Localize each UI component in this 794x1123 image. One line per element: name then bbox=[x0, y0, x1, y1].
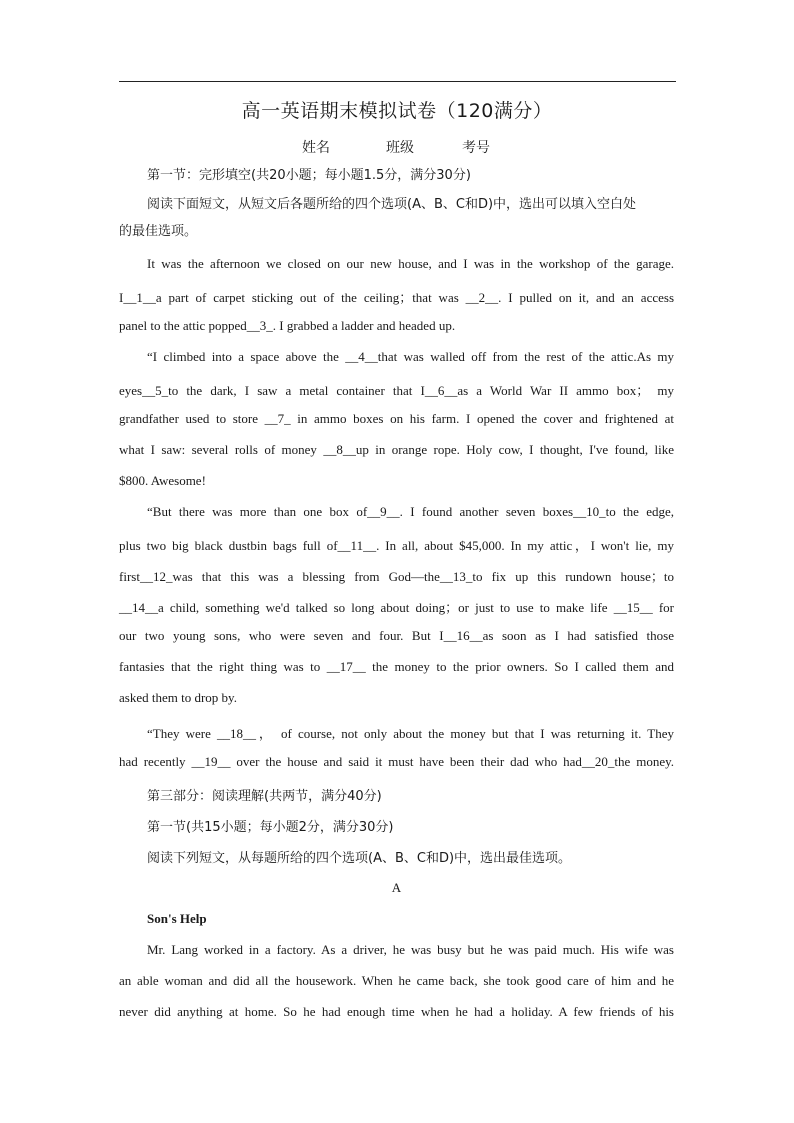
header-rule bbox=[119, 81, 676, 82]
cloze-line: grandfather used to store __7_ in ammo boxes on his farm. I opened the cover and frightened at bbox=[119, 411, 674, 426]
cloze-line: asked them to drop by. bbox=[119, 690, 237, 705]
exam-number-label: 考号 bbox=[462, 140, 490, 156]
passage-line: Mr. Lang worked in a factory. As a driver, he was busy but he was paid much. His wife was bbox=[147, 942, 674, 957]
cloze-line: panel to the attic popped__3_. I grabbed a ladder and headed up. bbox=[119, 318, 456, 333]
cloze-line: plus two big black dustbin bags full of__11__. In all, about $45,000. In my attic，I won't lie, my bbox=[119, 538, 674, 553]
cloze-line: “I climbed into a space above the __4__that was walled off from the rest of the attic.As my bbox=[147, 349, 674, 364]
cloze-line: __14__a child, something we'd talked so long about doing；or just to use to make life __15__ for bbox=[119, 600, 674, 615]
cloze-line: first__12_was that this was a blessing from God—the__13_to fix up this rundown house；to bbox=[119, 569, 674, 584]
part3-section-heading: 第一节(共15小题；每小题2分，满分30分) bbox=[147, 820, 394, 835]
cloze-line: It was the afternoon we closed on our new house, and I was in the workshop of the garage. bbox=[147, 256, 674, 271]
cloze-line: “They were __18__， of course, not only about the money but that I was returning it. They bbox=[147, 726, 674, 741]
cloze-line: $800. Awesome! bbox=[119, 473, 206, 488]
section1-instruction-line: 的最佳选项。 bbox=[119, 224, 198, 239]
cloze-line: I__1__a part of carpet sticking out of the ceiling；that was __2__. I pulled on it, and an access bbox=[119, 290, 674, 305]
part3-heading: 第三部分：阅读理解(共两节，满分40分) bbox=[147, 789, 382, 804]
cloze-line: eyes__5_to the dark, I saw a metal container that I__6__as a World War II ammo box； my bbox=[119, 383, 674, 398]
name-label: 姓名 bbox=[302, 140, 330, 156]
page-title: 高一英语期末模拟试卷（120满分） bbox=[241, 100, 553, 122]
passage-line: never did anything at home. So he had enough time when he had a holiday. A few friends of his bbox=[119, 1004, 674, 1019]
passage-line: an able woman and did all the housework. When he came back, she took good care of him and he bbox=[119, 973, 674, 988]
class-label: 班级 bbox=[386, 140, 414, 156]
section1-heading: 第一节：完形填空(共20小题；每小题1.5分，满分30分) bbox=[147, 168, 471, 183]
cloze-line: fantasies that the right thing was to __17__ the money to the prior owners. So I called them and bbox=[119, 659, 674, 674]
passage-letter: A bbox=[391, 880, 402, 895]
part3-instruction: 阅读下列短文，从每题所给的四个选项(A、B、C和D)中，选出最佳选项。 bbox=[147, 851, 572, 866]
cloze-line: our two young sons, who were seven and four. But I__16__as soon as I had satisfied those bbox=[119, 628, 674, 643]
cloze-line: had recently __19__ over the house and said it must have been their dad who had__20_the money. bbox=[119, 754, 674, 769]
cloze-line: what I saw: several rolls of money __8__up in orange rope. Holy cow, I thought, I've found, like bbox=[119, 442, 674, 457]
section1-instruction-line: 阅读下面短文，从短文后各题所给的四个选项(A、B、C和D)中，选出可以填入空白处 bbox=[147, 197, 637, 212]
passage-title: Son's Help bbox=[147, 911, 207, 926]
cloze-line: “But there was more than one box of__9__. I found another seven boxes__10_to the edge, bbox=[147, 504, 674, 519]
